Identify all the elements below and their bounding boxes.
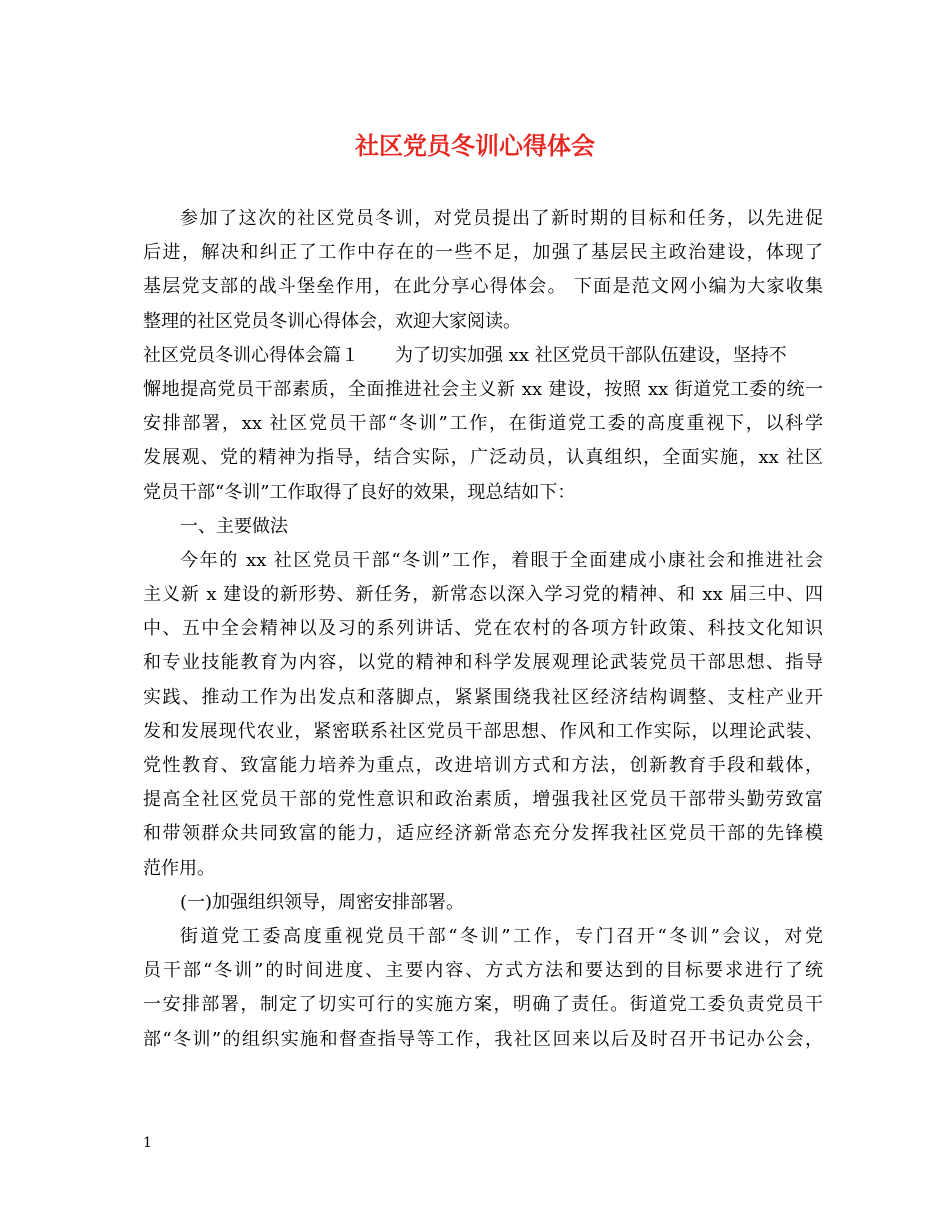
text-line: 参加了这次的社区党员冬训，对党员提出了新时期的目标和任务，以先进促 bbox=[180, 208, 823, 229]
text-line: 安排部署，xx 社区党员干部“冬训”工作，在街道党工委的高度重视下，以科学 bbox=[143, 413, 823, 435]
text-line: 部“冬训”的组织实施和督查指导等工作，我社区回来以后及时召开书记办公会， bbox=[143, 1028, 823, 1050]
section-heading: 一、主要做法 bbox=[180, 515, 288, 537]
text-line: 社区党员冬训心得体会篇１ 为了切实加强 xx 社区党员干部队伍建设，坚持不 bbox=[143, 344, 787, 366]
text-line: 中、五中全会精神以及习的系列讲话、党在农村的各项方针政策、科技文化知识 bbox=[143, 618, 823, 640]
text-line: 实践、推动工作为出发点和落脚点，紧紧围绕我社区经济结构调整、支柱产业开 bbox=[143, 686, 823, 708]
text-line: 和专业技能教育为内容，以党的精神和科学发展观理论武装党员干部思想、指导 bbox=[143, 652, 823, 674]
text-line: 范作用。 bbox=[143, 857, 215, 879]
page-number: 1 bbox=[143, 1135, 152, 1151]
text-line: 党员干部“冬训”工作取得了良好的效果，现总结如下： bbox=[143, 481, 576, 503]
text-line: 主义新 x 建设的新形势、新任务，新常态以深入学习党的精神、和 xx 届三中、四 bbox=[143, 584, 823, 606]
text-line: 提高全社区党员干部的党性意识和政治素质，增强我社区党员干部带头勤劳致富 bbox=[143, 789, 823, 811]
text-line: 基层党支部的战斗堡垒作用，在此分享心得体会。 下面是范文网小编为大家收集 bbox=[143, 276, 823, 298]
text-line: 懈地提高党员干部素质，全面推进社会主义新 xx 建设，按照 xx 街道党工委的统一 bbox=[143, 378, 823, 400]
text-line: 整理的社区党员冬训心得体会，欢迎大家阅读。 bbox=[143, 310, 521, 332]
text-line: 街道党工委高度重视党员干部“冬训”工作，专门召开“冬训”会议，对党 bbox=[180, 925, 823, 947]
text-line: 发展观、党的精神为指导，结合实际，广泛动员，认真组织，全面实施，xx 社区 bbox=[143, 447, 823, 469]
document-body bbox=[143, 202, 823, 1057]
text-line: 发和发展现代农业，紧密联系社区党员干部思想、作风和工作实际，以理论武装、 bbox=[143, 720, 823, 742]
text-line: 后进，解决和纠正了工作中存在的一些不足，加强了基层民主政治建设，体现了 bbox=[143, 242, 823, 264]
text-line: 今年的 xx 社区党员干部“冬训”工作，着眼于全面建成小康社会和推进社会 bbox=[180, 549, 823, 571]
document-title: 社区党员冬训心得体会 bbox=[355, 131, 595, 160]
text-line: 一安排部署，制定了切实可行的实施方案，明确了责任。街道党工委负责党员干 bbox=[143, 994, 823, 1016]
text-line: 员干部“冬训”的时间进度、主要内容、方式方法和要达到的目标要求进行了统 bbox=[143, 960, 823, 982]
text-line: 和带领群众共同致富的能力，适应经济新常态充分发挥我社区党员干部的先锋模 bbox=[143, 823, 823, 845]
section-heading: (一)加强组织领导，周密安排部署。 bbox=[180, 891, 465, 913]
text-line: 党性教育、致富能力培养为重点，改进培训方式和方法，创新教育手段和载体， bbox=[143, 755, 823, 776]
